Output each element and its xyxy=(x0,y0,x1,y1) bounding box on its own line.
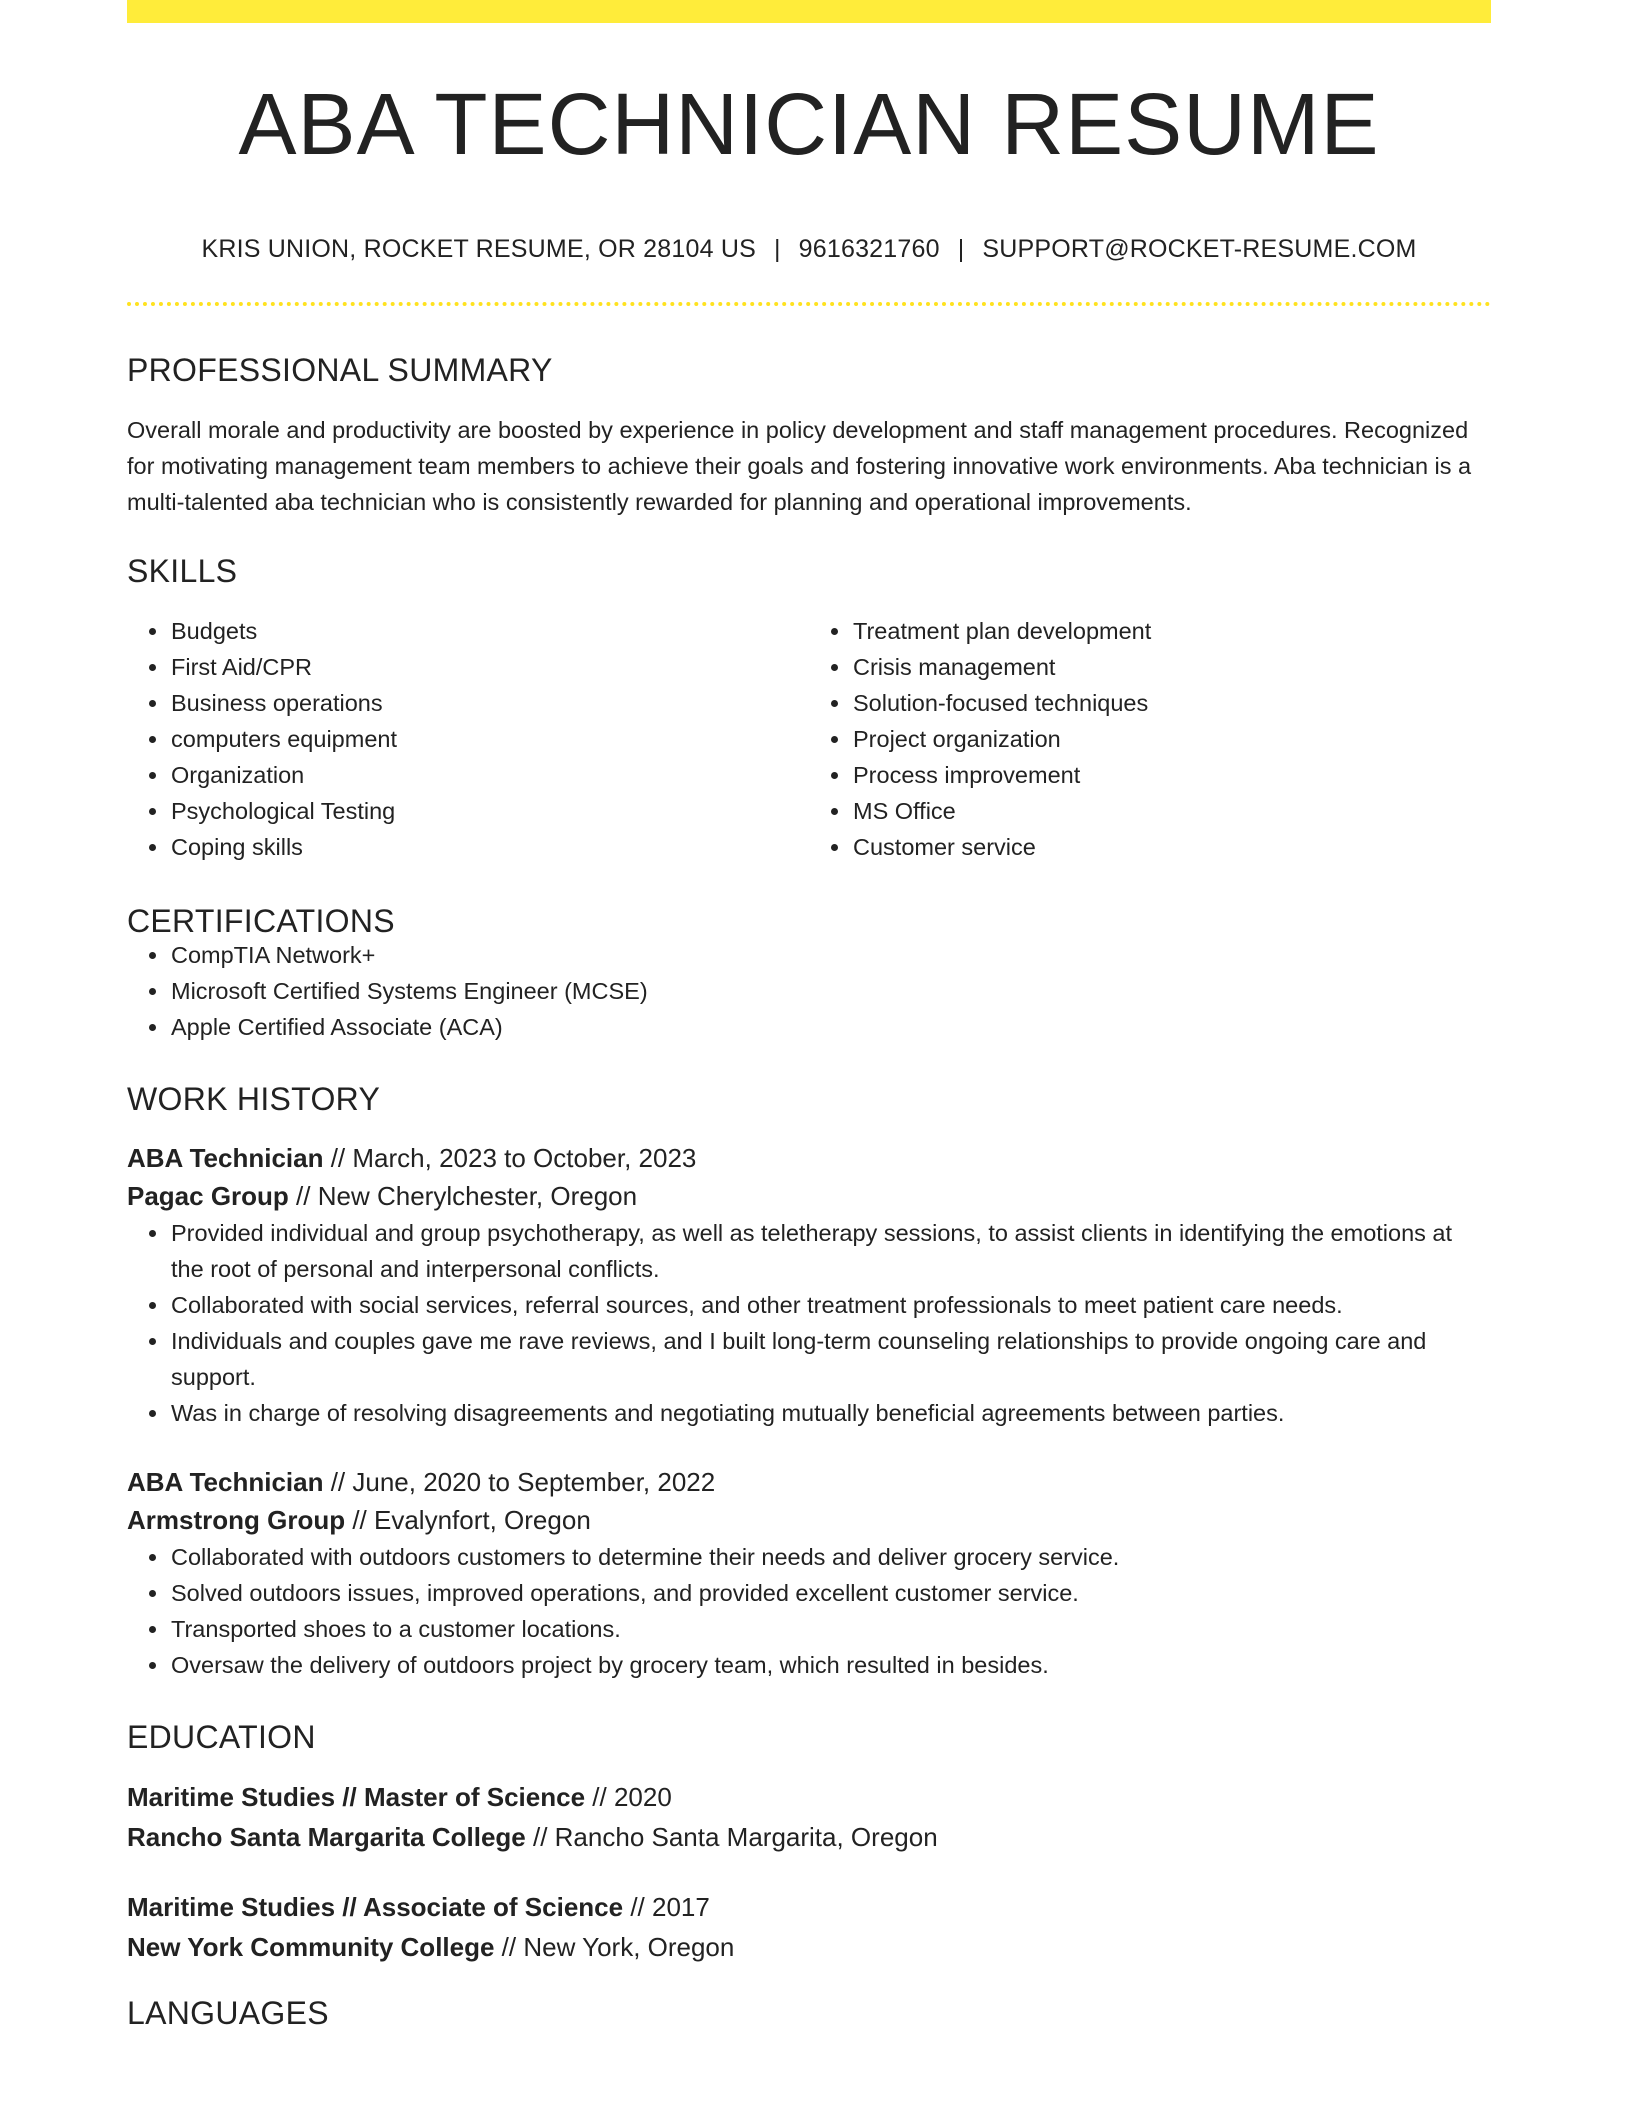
certifications-heading: CERTIFICATIONS xyxy=(127,903,395,939)
job-title-line xyxy=(127,1139,1491,1177)
education-location: // New York, Oregon xyxy=(494,1932,735,1962)
skill-item: • Solution-focused techniques xyxy=(852,685,1491,721)
education-year: // 2017 xyxy=(623,1892,710,1922)
certification-item: • Microsoft Certified Systems Engineer (MCSE) xyxy=(170,973,1491,1009)
job-entry xyxy=(127,1139,1491,1431)
skills-left-list xyxy=(127,613,809,865)
skills-grid xyxy=(127,613,1491,865)
job-bullet: • Provided individual and group psychotherapy, as well as teletherapy sessions, to assist clients in identifying the emotions at the root of personal and interpersonal conflicts. xyxy=(170,1215,1491,1287)
education-degree-line xyxy=(127,1887,1491,1927)
job-title: ABA Technician xyxy=(127,1467,324,1497)
skill-item: • Project organization xyxy=(852,721,1491,757)
skill-item: • Budgets xyxy=(170,613,809,649)
contact-phone: 9616321760 xyxy=(798,235,940,263)
education-entry xyxy=(127,1777,1491,1857)
job-bullet: • Collaborated with outdoors customers to determine their needs and deliver grocery service. xyxy=(170,1539,1491,1575)
job-bullet: • Solved outdoors issues, improved operations, and provided excellent customer service. xyxy=(170,1575,1491,1611)
dotted-divider xyxy=(127,302,1491,306)
contact-separator: | xyxy=(957,235,965,263)
education-school: Rancho Santa Margarita College xyxy=(127,1822,526,1852)
skills-right-list xyxy=(809,613,1491,865)
work-history-heading: WORK HISTORY xyxy=(127,1081,381,1117)
contact-address: KRIS UNION, ROCKET RESUME, OR 28104 US xyxy=(201,235,756,263)
skill-item: • MS Office xyxy=(852,793,1491,829)
education-year: // 2020 xyxy=(585,1782,672,1812)
education-degree-line xyxy=(127,1777,1491,1817)
job-company-line xyxy=(127,1501,1491,1539)
education-school-line xyxy=(127,1927,1491,1967)
job-dates: // June, 2020 to September, 2022 xyxy=(323,1467,716,1497)
contact-line xyxy=(127,235,1491,264)
skill-item: • Organization xyxy=(170,757,809,793)
job-company: Pagac Group xyxy=(127,1181,289,1211)
job-bullets xyxy=(127,1215,1491,1431)
job-title-line xyxy=(127,1463,1491,1501)
skill-item: • Crisis management xyxy=(852,649,1491,685)
job-bullet: • Oversaw the delivery of outdoors project by grocery team, which resulted in besides. xyxy=(170,1647,1491,1683)
education-degree: Maritime Studies // Associate of Science xyxy=(127,1892,624,1922)
summary-heading: PROFESSIONAL SUMMARY xyxy=(127,352,553,388)
education-school: New York Community College xyxy=(127,1932,495,1962)
resume-title: ABA TECHNICIAN RESUME xyxy=(238,76,1380,173)
skill-item: • Business operations xyxy=(170,685,809,721)
skill-item: • Treatment plan development xyxy=(852,613,1491,649)
education-school-line xyxy=(127,1817,1491,1857)
job-title: ABA Technician xyxy=(127,1143,324,1173)
contact-email: SUPPORT@ROCKET-RESUME.COM xyxy=(982,235,1417,263)
skill-item: • Process improvement xyxy=(852,757,1491,793)
job-bullet: • Collaborated with social services, referral sources, and other treatment professionals to meet patient care needs. xyxy=(170,1287,1491,1323)
job-bullet: • Individuals and couples gave me rave reviews, and I built long-term counseling relationships to provide ongoing care and support. xyxy=(170,1323,1491,1395)
contact-separator: | xyxy=(773,235,781,263)
job-bullets xyxy=(127,1539,1491,1683)
education-entry xyxy=(127,1887,1491,1967)
accent-top-bar xyxy=(127,0,1491,23)
skill-item: • Psychological Testing xyxy=(170,793,809,829)
job-dates: // March, 2023 to October, 2023 xyxy=(323,1143,697,1173)
skill-item: • Customer service xyxy=(852,829,1491,865)
summary-text: Overall morale and productivity are boosted by experience in policy development and staff management procedures. Recognized for motivating management team members to achieve their goals and fostering innovative work environments. Aba technician is a multi-talented aba technician who is consistently rewarded for planning and operational improvements. xyxy=(127,417,1472,515)
skill-item: • computers equipment xyxy=(170,721,809,757)
education-heading: EDUCATION xyxy=(127,1719,316,1755)
job-company-line xyxy=(127,1177,1491,1215)
languages-heading: LANGUAGES xyxy=(127,1995,329,2031)
resume-page xyxy=(127,0,1491,2029)
certification-item: • Apple Certified Associate (ACA) xyxy=(170,1009,1491,1045)
job-location: // Evalynfort, Oregon xyxy=(345,1505,591,1535)
education-location: // Rancho Santa Margarita, Oregon xyxy=(525,1822,938,1852)
job-company: Armstrong Group xyxy=(127,1505,346,1535)
skills-heading: SKILLS xyxy=(127,553,238,589)
job-bullet: • Transported shoes to a customer locations. xyxy=(170,1611,1491,1647)
education-degree: Maritime Studies // Master of Science xyxy=(127,1782,586,1812)
job-bullet: • Was in charge of resolving disagreements and negotiating mutually beneficial agreements between parties. xyxy=(170,1395,1491,1431)
certifications-list xyxy=(127,937,1491,1045)
skill-item: • First Aid/CPR xyxy=(170,649,809,685)
job-location: // New Cherylchester, Oregon xyxy=(288,1181,638,1211)
job-entry xyxy=(127,1463,1491,1683)
skill-item: • Coping skills xyxy=(170,829,809,865)
certification-item: • CompTIA Network+ xyxy=(170,937,1491,973)
